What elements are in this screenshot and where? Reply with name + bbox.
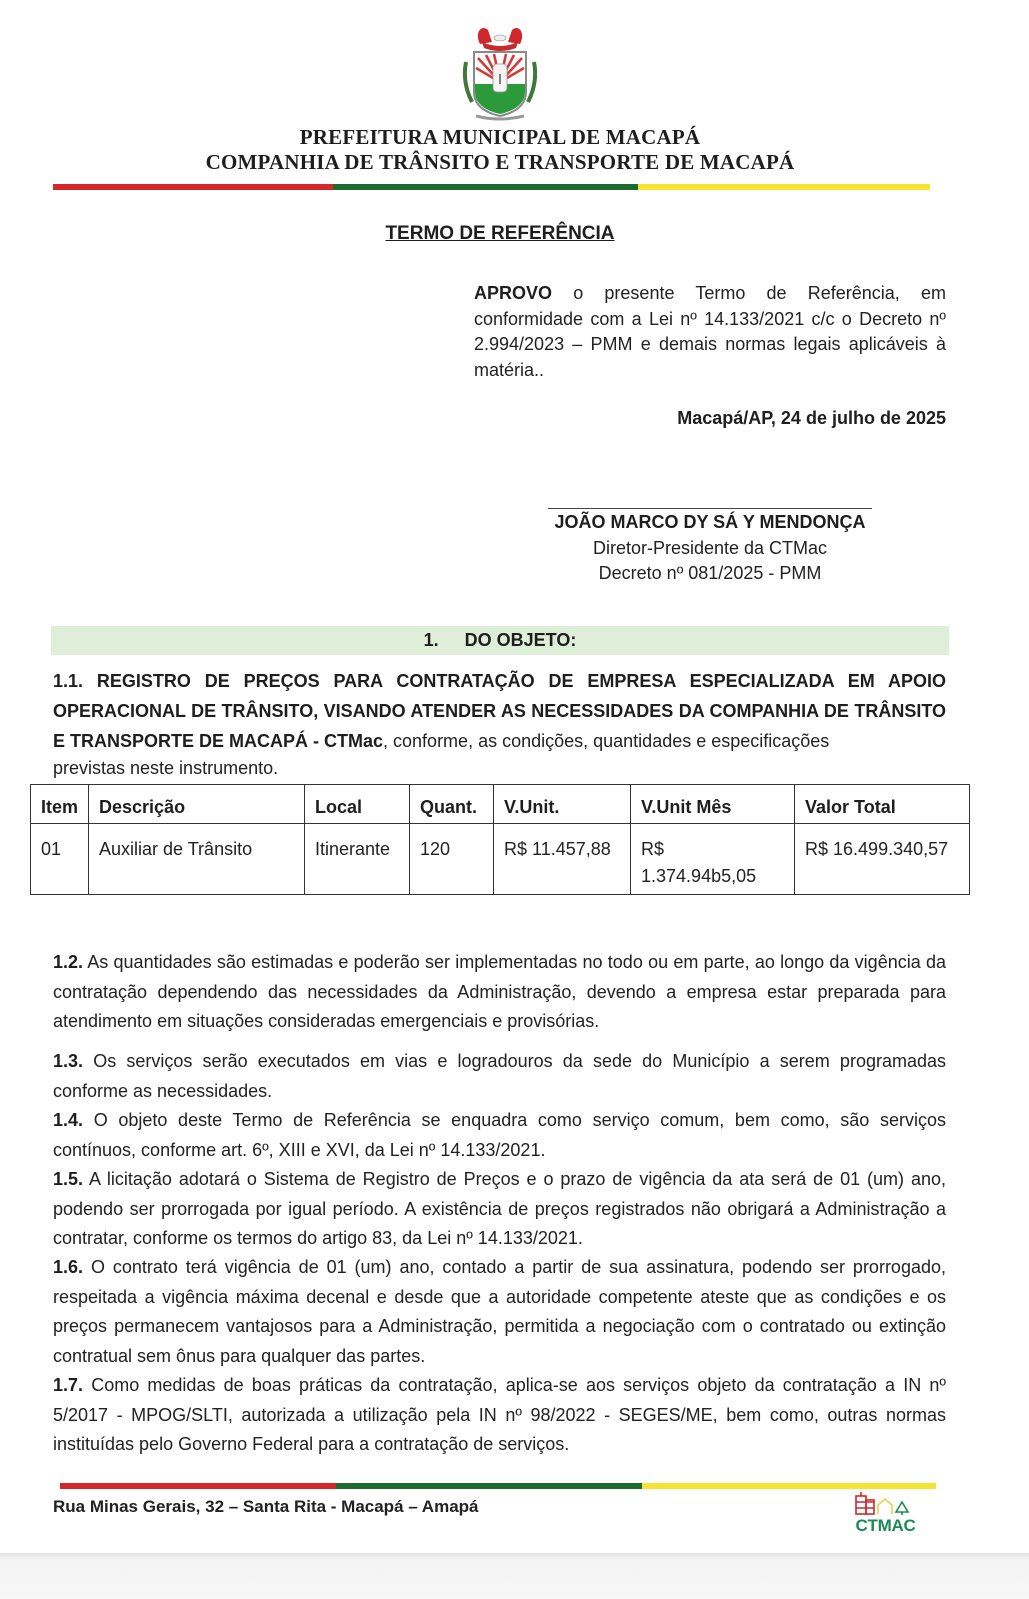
approval-paragraph xyxy=(474,281,946,383)
table-row xyxy=(31,824,970,895)
clause-1-5 xyxy=(53,1165,946,1254)
header-line-1: PREFEITURA MUNICIPAL DE MACAPÁ xyxy=(299,125,701,149)
stripe-yellow xyxy=(638,184,930,190)
stripe-yellow xyxy=(642,1483,936,1489)
table-header-row xyxy=(31,785,970,824)
signatory-name: JOÃO MARCO DY SÁ Y MENDONÇA xyxy=(554,512,866,532)
clause-text: Como medidas de boas práticas da contratação, aplica-se aos serviços objeto da contratação a IN nº 5/2017 - MPOG/SLTI, autorizada a utilização pela IN nº 98/2022 - SEGES/ME, bem como, outras normas instituídas pelo Governo Federal para a contratação de serviços. xyxy=(53,1375,946,1455)
clause-text: O contrato terá vigência de 01 (um) ano, contado a partir de sua assinatura, podendo ser prorrogado, respeitada a vigência máxima decenal e desde que a autoridade competente ateste que as condições e os preços permanecem vantajosos para a Administração, permitida a negociação com o contratado ou extinção contratual sem ônus para qualquer das partes. xyxy=(53,1257,946,1366)
approval-lead: APROVO xyxy=(474,283,553,303)
place-date: Macapá/AP, 24 de julho de 2025 xyxy=(677,408,946,428)
header-line-2: COMPANHIA DE TRÂNSITO E TRANSPORTE DE MACAPÁ xyxy=(205,150,795,174)
cell-valor-total: R$ 16.499.340,57 xyxy=(795,824,970,895)
col-header-quant: Quant. xyxy=(410,785,494,824)
ctmac-buildings-icon xyxy=(848,1490,923,1516)
clause-1-6 xyxy=(53,1253,946,1371)
clause-number: 1.7. xyxy=(53,1375,84,1395)
signatory-decree: Decreto nº 081/2025 - PMM xyxy=(598,563,822,583)
stripe-green xyxy=(336,1483,642,1489)
page-bottom-edge xyxy=(0,1553,1029,1599)
clause-1-1-last-line: previstas neste instrumento. xyxy=(53,758,279,778)
clause-1-1 xyxy=(53,666,946,756)
municipal-coat-of-arms-icon xyxy=(458,22,542,122)
signature-line xyxy=(548,508,872,509)
header-tricolor-divider xyxy=(53,184,930,190)
clause-number: 1.5. xyxy=(53,1169,84,1189)
col-header-v-unit-mes: V.Unit Mês xyxy=(631,785,795,824)
stripe-green xyxy=(333,184,638,190)
cell-v-unit-mes-line2: 1.374.94b5,05 xyxy=(641,866,757,886)
cell-v-unit-mes xyxy=(631,824,795,895)
clause-number: 1.6. xyxy=(53,1257,84,1277)
cell-descricao: Auxiliar de Trânsito xyxy=(89,824,305,895)
clause-number: 1.3. xyxy=(53,1051,84,1071)
cell-v-unit: R$ 11.457,88 xyxy=(494,824,631,895)
clause-number: 1.4. xyxy=(53,1110,84,1130)
clause-text: A licitação adotará o Sistema de Registro de Preços e o prazo de vigência da ata será de 01 (um) ano, podendo ser prorrogada por igual período. A existência de preços registrados não obrigará a Administração a contratar, conforme os termos do artigo 83, da Lei nº 14.133/2021. xyxy=(53,1169,946,1249)
stripe-red xyxy=(60,1483,336,1489)
signature-block xyxy=(540,510,880,587)
col-header-item: Item xyxy=(31,785,89,824)
items-table xyxy=(30,784,970,895)
cell-quant: 120 xyxy=(410,824,494,895)
clause-number: 1.2. xyxy=(53,952,84,972)
approval-text: o presente Termo de Referência, em conformidade com a Lei nº 14.133/2021 c/c o Decreto nº 2.994/2023 – PMM e demais normas legais aplicáveis à matéria.. xyxy=(474,283,946,380)
ctmac-logo-text: CTMAC xyxy=(855,1516,916,1535)
section-heading xyxy=(51,626,949,655)
clause-text: Os serviços serão executados em vias e logradouros da sede do Município a serem programadas conforme as necessidades. xyxy=(53,1051,946,1101)
clause-1-7 xyxy=(53,1371,946,1460)
clause-1-1-text: , conforme, as condições, quantidades e especificações xyxy=(383,731,830,751)
cell-local: Itinerante xyxy=(305,824,410,895)
section-number: 1. xyxy=(423,630,439,650)
section-title: DO OBJETO: xyxy=(464,630,577,650)
footer-address: Rua Minas Gerais, 32 – Santa Rita - Macapá – Amapá xyxy=(53,1497,479,1516)
signatory-role: Diretor-Presidente da CTMac xyxy=(592,537,828,558)
clause-text: As quantidades são estimadas e poderão ser implementadas no todo ou em parte, ao longo da vigência da contratação dependendo das necessidades da Administração, devendo a empresa estar preparada para atendimento em situações consideradas emergenciais e provisórias. xyxy=(53,952,946,1032)
col-header-local: Local xyxy=(305,785,410,824)
clause-text: O objeto deste Termo de Referência se enquadra como serviço comum, bem como, são serviços contínuos, conforme art. 6º, XIII e XVI, da Lei nº 14.133/2021. xyxy=(53,1110,946,1160)
ctmac-logo xyxy=(848,1490,923,1538)
col-header-valor-total: Valor Total xyxy=(795,785,970,824)
clause-1-2 xyxy=(53,948,946,1037)
cell-v-unit-mes-line1: R$ xyxy=(641,839,665,859)
cell-item: 01 xyxy=(31,824,89,895)
col-header-v-unit: V.Unit. xyxy=(494,785,631,824)
footer-tricolor-divider xyxy=(60,1483,936,1489)
stripe-red xyxy=(53,184,333,190)
clause-1-1-bold: 1.1. REGISTRO DE PREÇOS PARA CONTRATAÇÃO DE EMPRESA ESPECIALIZADA EM APOIO OPERACIONAL DE TRÂNSITO, VISANDO ATENDER AS NECESSIDADES DA COMPANHIA DE TRÂNSITO E TRANSPORTE DE MACAPÁ - CTMac xyxy=(53,671,946,751)
document-title: TERMO DE REFERÊNCIA xyxy=(385,223,615,244)
clause-1-4 xyxy=(53,1106,946,1165)
clause-1-3 xyxy=(53,1047,946,1106)
col-header-descricao: Descrição xyxy=(89,785,305,824)
